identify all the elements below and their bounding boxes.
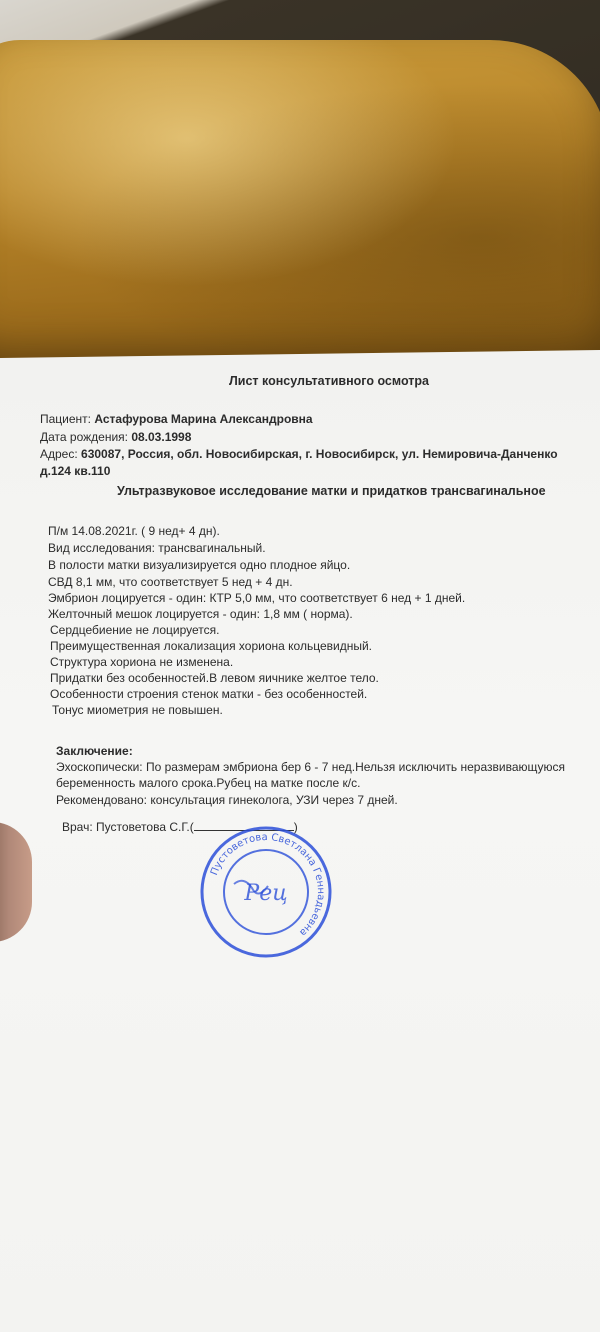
address-row — [40, 447, 558, 462]
conclusion-line: беременность малого срока.Рубец на матке после к/с. — [56, 776, 361, 790]
finding-line: СВД 8,1 мм, что соответствует 5 нед + 4 дн. — [48, 575, 293, 589]
finding-line: Желточный мешок лоцируется - один: 1,8 мм ( норма). — [48, 607, 353, 621]
finding-line: В полости матки визуализируется одно плодное яйцо. — [48, 558, 351, 572]
conclusion-label: Заключение: — [56, 744, 133, 758]
finding-line: П/м 14.08.2021г. ( 9 нед+ 4 дн). — [48, 524, 220, 538]
address-label: Адрес: — [40, 447, 78, 461]
doctor-close: ) — [293, 820, 298, 834]
finding-line: Придатки без особенностей.В левом яичнике желтое тело. — [50, 671, 379, 685]
address-line2: д.124 кв.110 — [40, 464, 111, 478]
finding-line: Структура хориона не изменена. — [50, 655, 234, 669]
finding-line: Преимущественная локализация хориона кольцевидный. — [50, 639, 372, 653]
conclusion-line: Рекомендовано: консультация гинеколога, УЗИ через 7 дней. — [56, 793, 398, 807]
patient-name: Астафурова Марина Александровна — [94, 412, 313, 426]
dob-value: 08.03.1998 — [131, 430, 192, 444]
exam-title: Ультразвуковое исследование матки и придатков трансвагинальное — [117, 484, 546, 498]
stamp-ring-text: Пустоветова Светлана Геннадьевна — [209, 831, 327, 939]
patient-label: Пациент: — [40, 412, 92, 426]
finding-line: Сердцебиение не лоцируется. — [50, 623, 220, 637]
document-title: Лист консультативного осмотра — [229, 374, 429, 388]
stamp-center-text: Рец — [244, 881, 288, 906]
finding-line: Тонус миометрия не повышен. — [52, 703, 223, 717]
finding-line: Особенности строения стенок матки - без особенностей. — [50, 687, 368, 701]
dob-label: Дата рождения: — [40, 430, 128, 444]
finding-line: Эмбрион лоцируется - один: КТР 5,0 мм, что соответствует 6 нед + 1 дней. — [48, 591, 466, 605]
doctor-stamp-seal — [196, 822, 336, 962]
patient-row — [40, 412, 313, 427]
doctor-label: Врач: Пустоветова С.Г.( — [62, 820, 194, 834]
finding-line: Вид исследования: трансвагинальный. — [48, 541, 266, 555]
address-line1: 630087, Россия, обл. Новосибирская, г. Новосибирск, ул. Немировича-Данченко — [81, 447, 558, 461]
conclusion-line: Эхоскопически: По размерам эмбриона бер 6 - 7 нед.Нельзя исключить неразвивающуюся — [56, 760, 566, 774]
dob-row — [40, 430, 191, 445]
